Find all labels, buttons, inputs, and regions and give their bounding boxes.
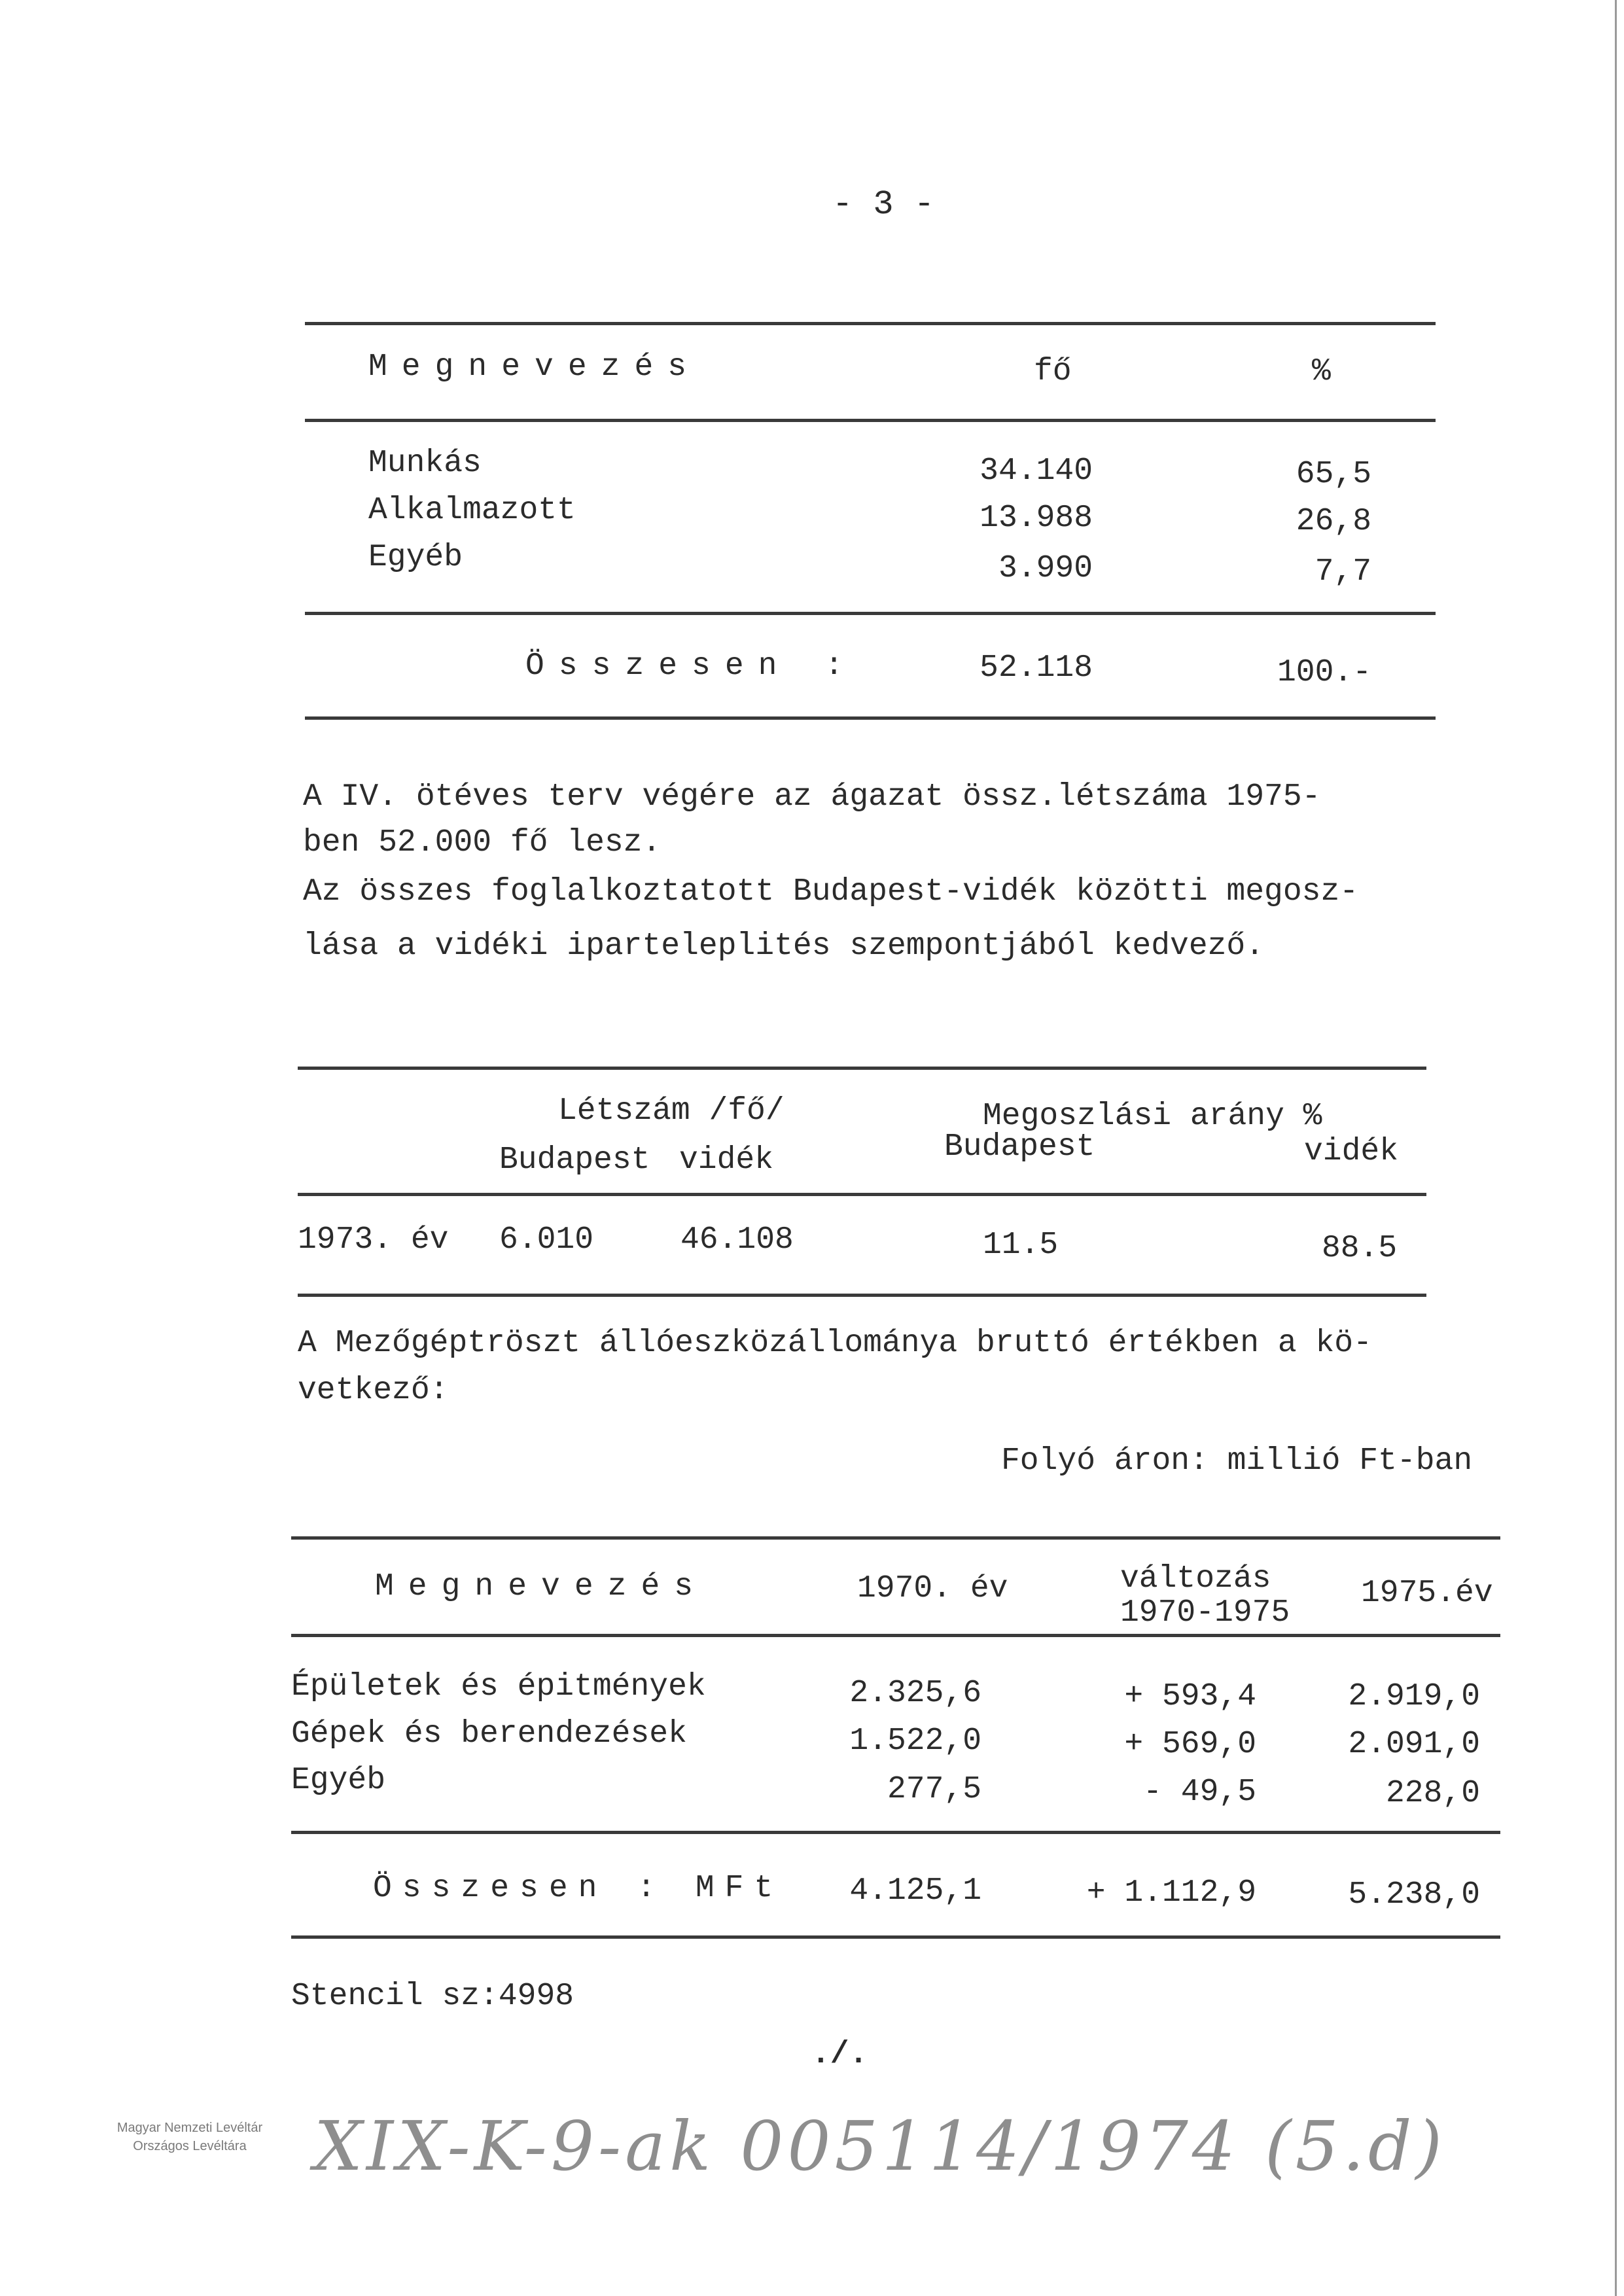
table-rule	[305, 716, 1436, 720]
row-percent: 65,5	[1296, 457, 1371, 492]
column-header-name: Megnevezés	[375, 1569, 708, 1604]
paragraph-line: ben 52.000 fő lesz.	[303, 825, 662, 860]
unit-note: Folyó áron: millió Ft-ban	[1001, 1443, 1473, 1479]
row-1975: 2.091,0	[1348, 1727, 1480, 1762]
row-change: + 593,4	[1124, 1679, 1256, 1714]
row-fo: 3.990	[998, 551, 1093, 586]
column-header-change: változás	[1120, 1561, 1271, 1597]
column-header-1970: 1970. év	[857, 1571, 1008, 1606]
row-percent: 7,7	[1315, 554, 1371, 590]
subheader-videk-percent: vidék	[1304, 1134, 1399, 1169]
column-header-name: Megnevezés	[368, 349, 701, 385]
row-1970: 2.325,6	[849, 1676, 981, 1711]
total-1975: 5.238,0	[1348, 1877, 1480, 1913]
column-header-percent: %	[1312, 354, 1331, 389]
row-label: Munkás	[368, 446, 482, 481]
table-rule	[291, 1634, 1500, 1637]
row-percent: 26,8	[1296, 504, 1371, 539]
page-number: - 3 -	[832, 185, 935, 224]
total-label: Összesen : MFt	[373, 1871, 784, 1906]
column-header-letszam: Létszám /fő/	[558, 1093, 785, 1129]
paragraph-line: vetkező:	[298, 1373, 449, 1408]
total-fo: 52.118	[980, 650, 1093, 686]
table-rule	[291, 1536, 1500, 1540]
row-fo: 13.988	[980, 501, 1093, 536]
archive-stamp-line: Országos Levéltára	[133, 2139, 247, 2153]
column-header-change-period: 1970-1975	[1120, 1595, 1290, 1631]
row-videk-percent: 88.5	[1322, 1231, 1398, 1266]
row-change: + 569,0	[1124, 1727, 1256, 1762]
table-rule	[305, 322, 1436, 325]
row-label: Épületek és épitmények	[291, 1669, 706, 1704]
table-rule	[298, 1294, 1426, 1297]
row-1970: 1.522,0	[849, 1723, 981, 1759]
table-rule	[291, 1935, 1500, 1939]
paragraph-line: Az összes foglalkoztatott Budapest-vidék közötti megosz-	[303, 874, 1359, 910]
column-header-fo: fő	[1034, 354, 1072, 389]
table-rule	[305, 612, 1436, 615]
row-1975: 228,0	[1385, 1776, 1480, 1811]
row-videk: 46.108	[680, 1222, 794, 1258]
table-rule	[291, 1831, 1500, 1834]
row-1975: 2.919,0	[1348, 1679, 1480, 1714]
continuation-mark: ./.	[811, 2037, 868, 2072]
table-rule	[298, 1193, 1426, 1196]
row-change: - 49,5	[1143, 1775, 1256, 1810]
paragraph-line: A Mezőgéptröszt állóeszközállománya bruttó értékben a kö-	[298, 1326, 1372, 1361]
subheader-videk: vidék	[679, 1142, 774, 1178]
table-rule	[298, 1067, 1426, 1070]
row-budapest-percent: 11.5	[983, 1227, 1059, 1263]
total-1970: 4.125,1	[849, 1873, 981, 1909]
total-percent: 100.-	[1277, 655, 1371, 690]
stencil-number: Stencil sz:4998	[291, 1979, 574, 2014]
row-label: Egyéb	[291, 1763, 386, 1798]
archive-reference: XIX-K-9-ak 005114/1974 (5.d)	[314, 2106, 1446, 2186]
paragraph-line: lása a vidéki iparteleplités szempontjából kedvező.	[303, 928, 1265, 964]
row-label: Alkalmazott	[368, 493, 576, 528]
row-budapest: 6.010	[499, 1222, 594, 1258]
subheader-budapest: Budapest	[499, 1142, 650, 1178]
archive-stamp-line: Magyar Nemzeti Levéltár	[116, 2121, 263, 2135]
subheader-budapest-percent: Budapest	[944, 1129, 1095, 1165]
page-edge	[1615, 0, 1617, 2296]
row-label: Gépek és berendezések	[291, 1716, 687, 1752]
archive-stamp	[72, 2119, 308, 2155]
row-fo: 34.140	[980, 453, 1093, 489]
column-header-megoszlasi: Megoszlási arány %	[983, 1099, 1322, 1134]
paragraph-line: A IV. ötéves terv végére az ágazat össz.létszáma 1975-	[303, 779, 1321, 815]
total-change: + 1.112,9	[1086, 1875, 1256, 1911]
row-label: Egyéb	[368, 540, 463, 575]
column-header-1975: 1975.év	[1361, 1576, 1493, 1611]
total-label: Összesen :	[525, 648, 858, 684]
table-rule	[305, 419, 1436, 422]
row-label: 1973. év	[298, 1222, 449, 1258]
row-1970: 277,5	[887, 1772, 981, 1807]
